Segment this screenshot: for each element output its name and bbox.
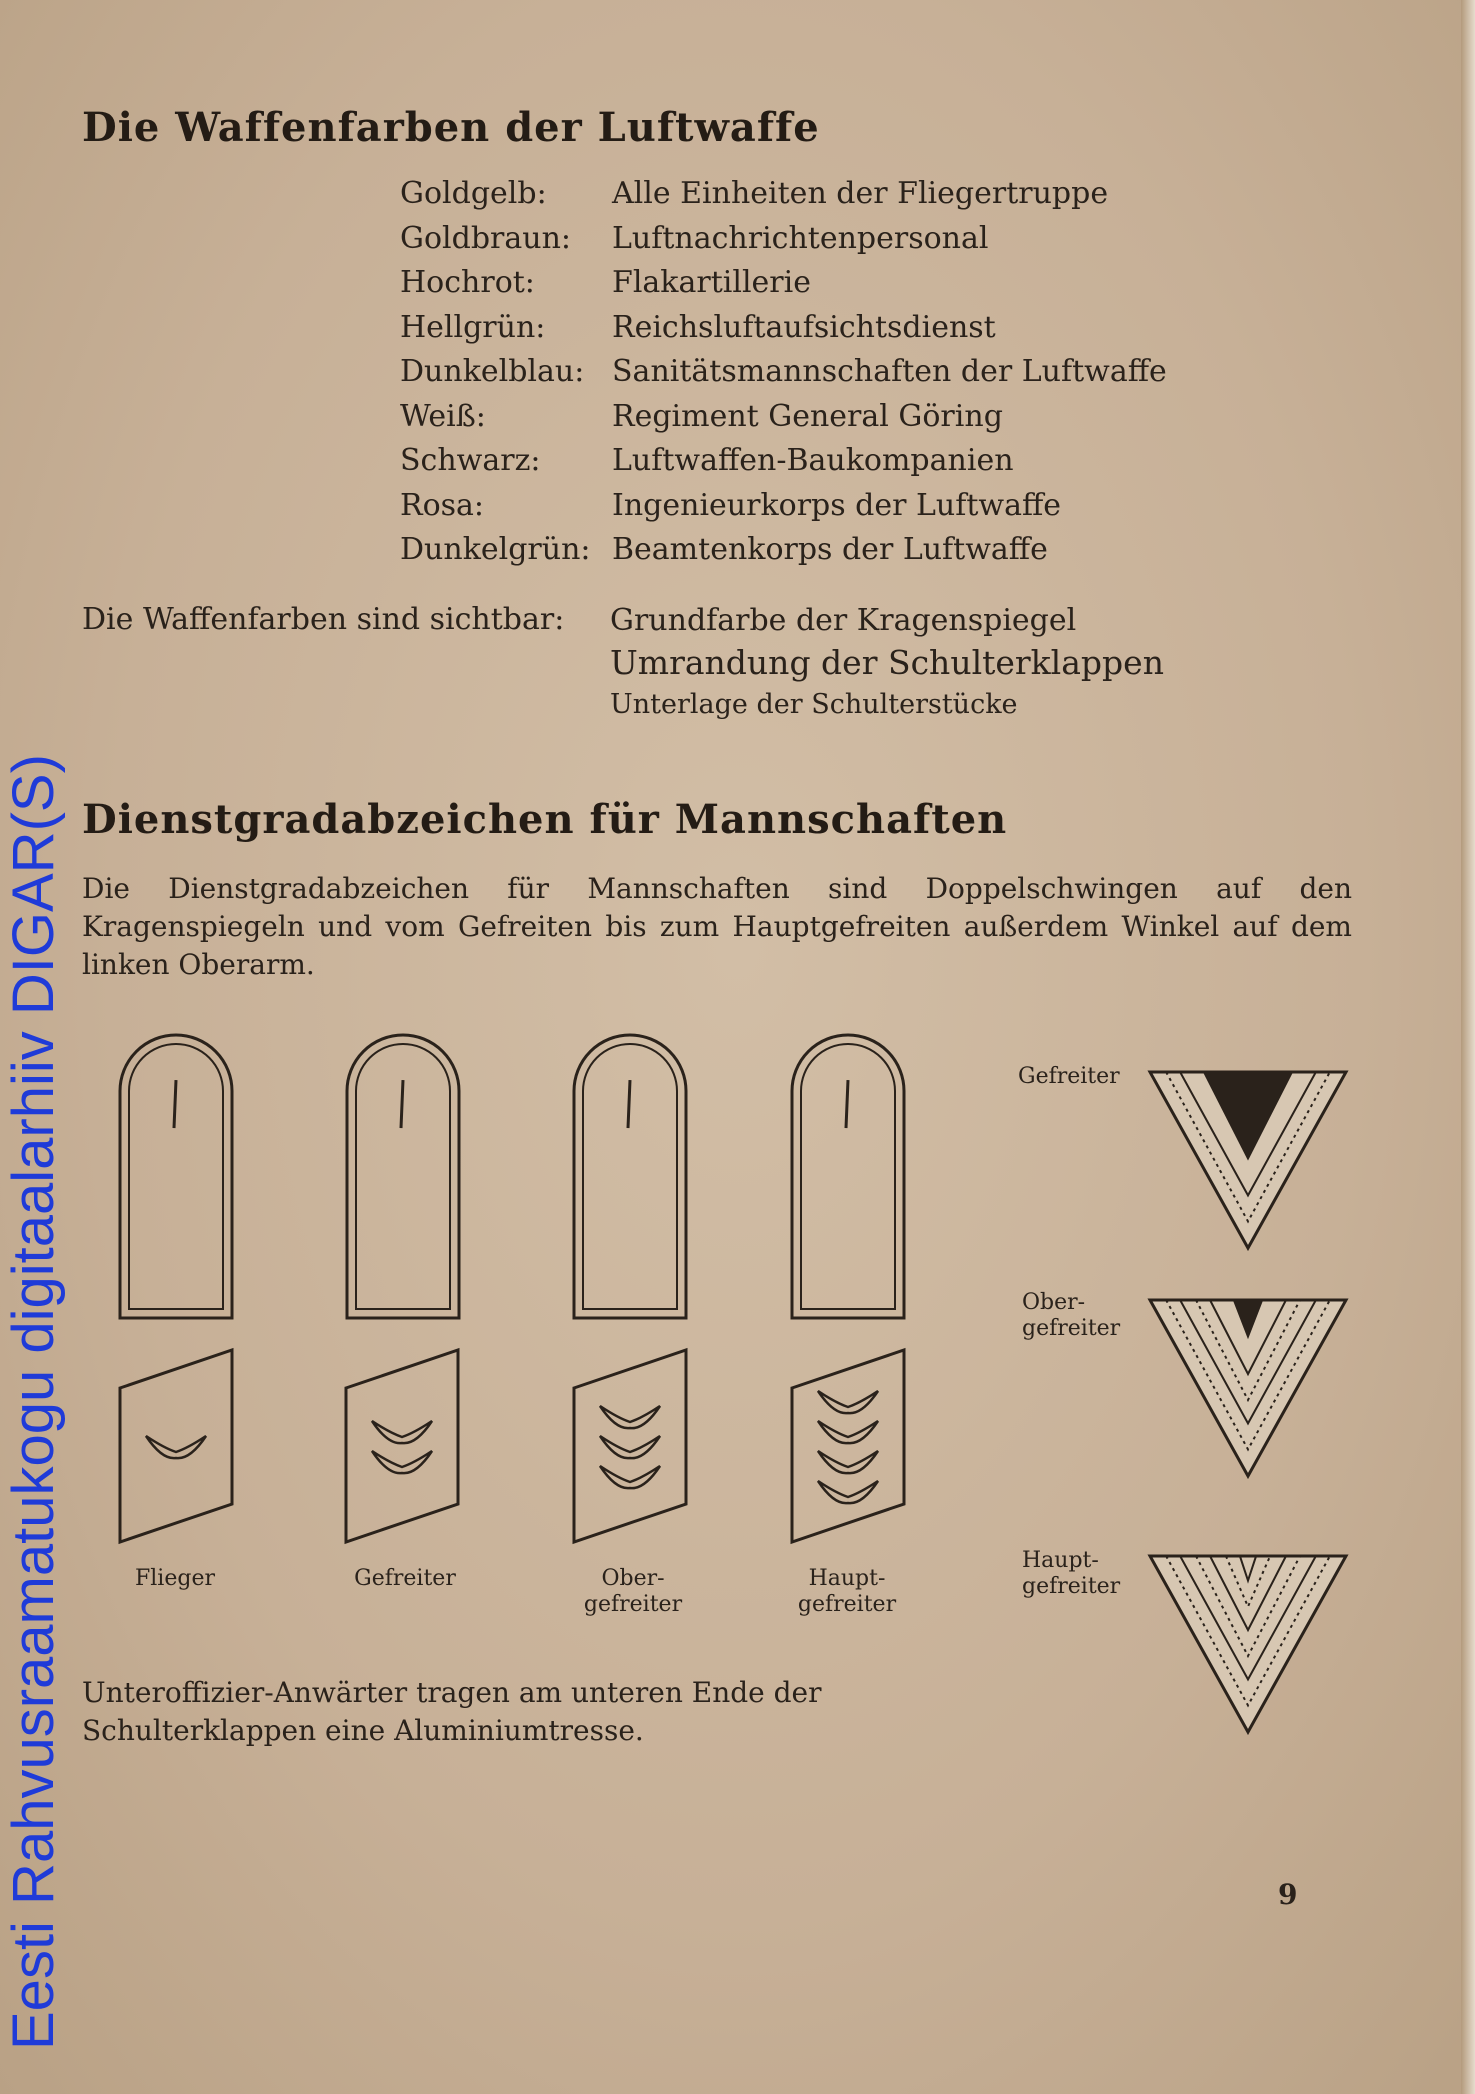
rank-caption [558,1566,708,1618]
rank-caption-line: Ober- [601,1566,665,1591]
wing-insignia [372,1421,432,1443]
section2-title: Dienstgradabzeichen für Mannschaften [82,796,1008,843]
wing-insignia [146,1436,206,1458]
color-unit: Flakartillerie [612,265,811,300]
wing-insignia [600,1436,660,1458]
strap-button-line [628,1080,630,1128]
chevron-caption-line: gefreiter [1022,1574,1121,1599]
color-unit: Luftwaffen-Baukompanien [612,443,1014,478]
visible-item: Grundfarbe der Kragenspiegel [610,603,1077,638]
page-number: 9 [1278,1878,1298,1911]
color-name: Weiß: [400,398,486,434]
rank-caption-line: Gefreiter [354,1566,456,1591]
chevron-caption-line: Haupt- [1022,1548,1099,1573]
color-unit: Regiment General Göring [612,398,1003,434]
strap-button-line [846,1080,848,1128]
rank-caption [330,1566,480,1592]
section2-paragraph: Die Dienstgradabzeichen für Mannschaften sind Doppelschwingen auf den Kragenspiegeln und vom Gefreiten bis zum Hauptgefreiten außerdem Winkel auf dem linken Oberarm. [82,872,1352,981]
color-unit: Ingenieurkorps der Luftwaffe [612,487,1062,523]
color-unit: Luftnachrichtenpersonal [612,220,989,256]
shoulder-strap [347,1035,459,1318]
color-name: Rosa: [400,487,485,523]
rank-caption-line: gefreiter [797,1592,897,1617]
color-name: Goldgelb: [400,176,547,211]
wing-insignia [818,1391,878,1413]
visible-item: Umrandung der Schulterklappen [610,643,1164,682]
color-name: Hochrot: [400,265,535,300]
strap-button-line [174,1080,176,1128]
visible-label: Die Waffenfarben sind sichtbar: [82,602,565,637]
color-unit: Alle Einheiten der Fliegertruppe [612,176,1109,211]
shoulder-strap [574,1035,686,1318]
shoulder-strap [120,1035,232,1318]
strap-button-line [401,1080,403,1128]
chevron-caption [1018,1064,1120,1090]
archive-watermark: Eesti Rahvusraamatukogu digitaalarhiiv DIGAR(S) [1,754,66,2050]
wing-insignia [372,1451,432,1473]
chevron-caption [1022,1290,1120,1342]
collar-patch [792,1350,904,1542]
color-unit: Beamtenkorps der Luftwaffe [612,532,1048,567]
chevron-caption-line: Gefreiter [1018,1064,1120,1089]
chevron-caption-line: gefreiter [1022,1316,1121,1341]
note-text: Unteroffizier-Anwärter tragen am unteren Ende der Schulterklappen eine Aluminiumtresse. [82,1676,822,1747]
color-name: Hellgrün: [400,309,546,345]
rank-caption-line: Haupt- [808,1566,886,1591]
rank-caption-line: Flieger [135,1566,215,1591]
color-name: Goldbraun: [400,220,572,256]
wing-insignia [600,1406,660,1428]
color-unit: Reichsluftaufsichtsdienst [612,309,996,345]
rank-caption-line: gefreiter [583,1592,683,1617]
visible-item: Unterlage der Schulterstücke [610,689,1018,720]
collar-patch [574,1350,686,1542]
wing-insignia [818,1421,878,1443]
wing-insignia [818,1481,878,1503]
chevron-caption [1022,1548,1120,1600]
chevron-caption-line: Ober- [1022,1290,1086,1315]
collar-patch [120,1350,232,1542]
wing-insignia [818,1451,878,1473]
shoulder-strap [792,1035,904,1318]
wing-insignia [600,1466,660,1488]
collar-patch [346,1350,458,1542]
color-name: Schwarz: [400,443,541,478]
color-name: Dunkelgrün: [400,532,591,567]
rank-caption [772,1566,922,1618]
rank-caption [100,1566,250,1592]
color-unit: Sanitätsmannschaften der Luftwaffe [612,354,1167,389]
section1-title: Die Waffenfarben der Luftwaffe [82,104,820,151]
color-name: Dunkelblau: [400,354,585,389]
